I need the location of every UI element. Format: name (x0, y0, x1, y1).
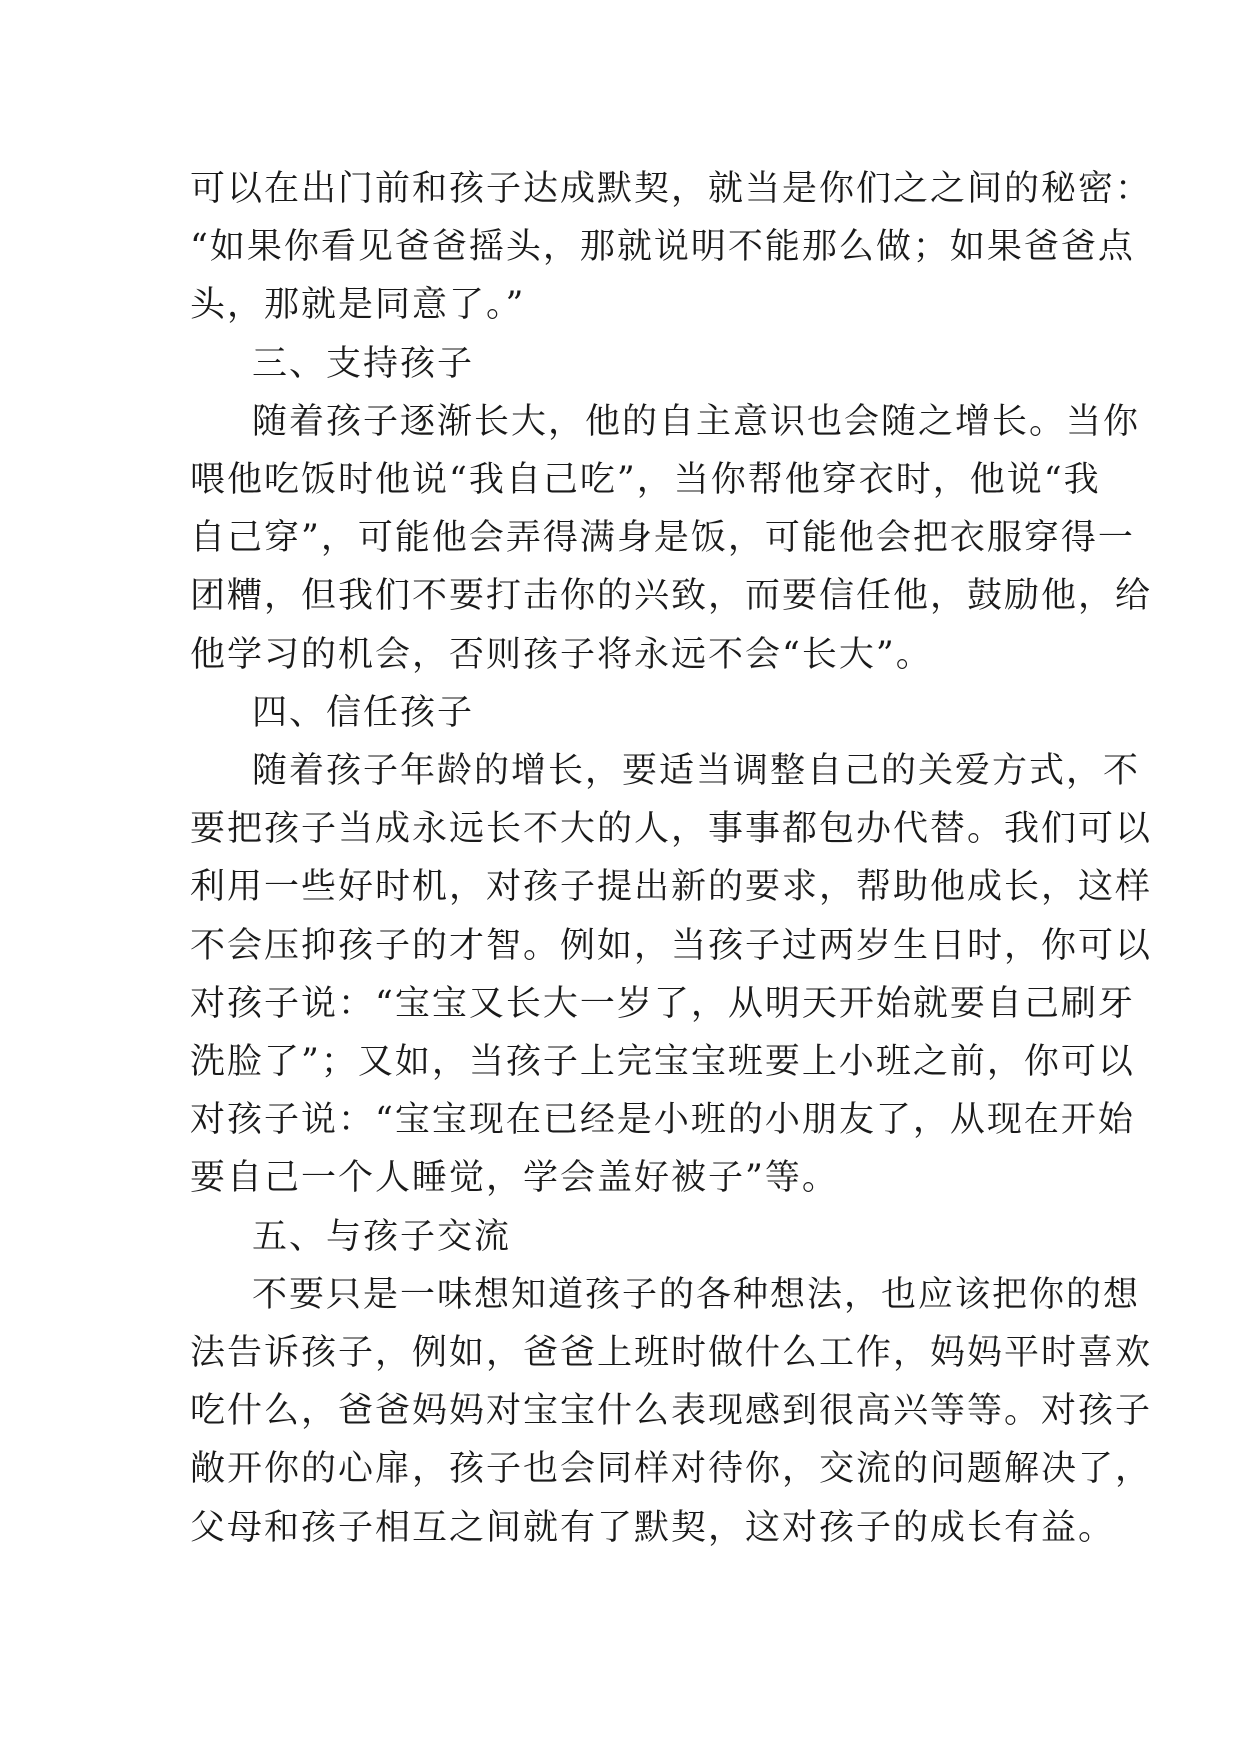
text-line: 不会压抑孩子的才智。例如，当孩子过两岁生日时，你可以 (190, 925, 1153, 966)
text-line: 自己穿”，可能他会弄得满身是饭，可能他会把衣服穿得一 (190, 518, 1135, 559)
text-line: 不要只是一味想知道孩子的各种想法，也应该把你的想 (252, 1274, 1141, 1315)
text-line: 要自己一个人睡觉，学会盖好被子”等。 (190, 1158, 839, 1199)
text-line: 团糟，但我们不要打击你的兴致，而要信任他，鼓励他，给 (190, 576, 1153, 617)
section-heading-trust: 四、信任孩子 (252, 692, 475, 733)
text-line: “如果你看见爸爸摇头，那就说明不能那么做；如果爸爸点 (190, 227, 1135, 268)
text-line: 随着孩子逐渐长大，他的自主意识也会随之增长。当你 (252, 401, 1141, 442)
text-line: 对孩子说：“宝宝又长大一岁了，从明天开始就要自己刷牙 (190, 983, 1135, 1024)
text-line: 吃什么，爸爸妈妈对宝宝什么表现感到很高兴等等。对孩子 (190, 1391, 1153, 1432)
text-line: 父母和孩子相互之间就有了默契，这对孩子的成长有益。 (190, 1507, 1116, 1548)
section-heading-communicate: 五、与孩子交流 (252, 1216, 512, 1257)
text-line: 他学习的机会，否则孩子将永远不会“长大”。 (190, 634, 933, 675)
text-line: 随着孩子年龄的增长，要适当调整自己的关爱方式，不 (252, 751, 1141, 792)
text-line: 可以在出门前和孩子达成默契，就当是你们之之间的秘密： (190, 169, 1153, 209)
document-body (190, 160, 1153, 1557)
text-line: 要把孩子当成永远长不大的人，事事都包办代替。我们可以 (190, 809, 1153, 850)
text-line: 法告诉孩子，例如，爸爸上班时做什么工作，妈妈平时喜欢 (190, 1333, 1153, 1374)
text-line: 喂他吃饭时他说“我自己吃”，当你帮他穿衣时，他说“我 (190, 460, 1101, 501)
text-line: 敞开你的心扉，孩子也会同样对待你，交流的问题解决了， (190, 1449, 1153, 1490)
text-line: 对孩子说：“宝宝现在已经是小班的小朋友了，从现在开始 (190, 1100, 1135, 1141)
section-heading-support: 三、支持孩子 (252, 343, 475, 384)
text-line: 利用一些好时机，对孩子提出新的要求，帮助他成长，这样 (190, 867, 1153, 908)
text-line: 洗脸了”；又如，当孩子上完宝宝班要上小班之前，你可以 (190, 1042, 1135, 1083)
text-line: 头，那就是同意了。” (190, 285, 526, 326)
